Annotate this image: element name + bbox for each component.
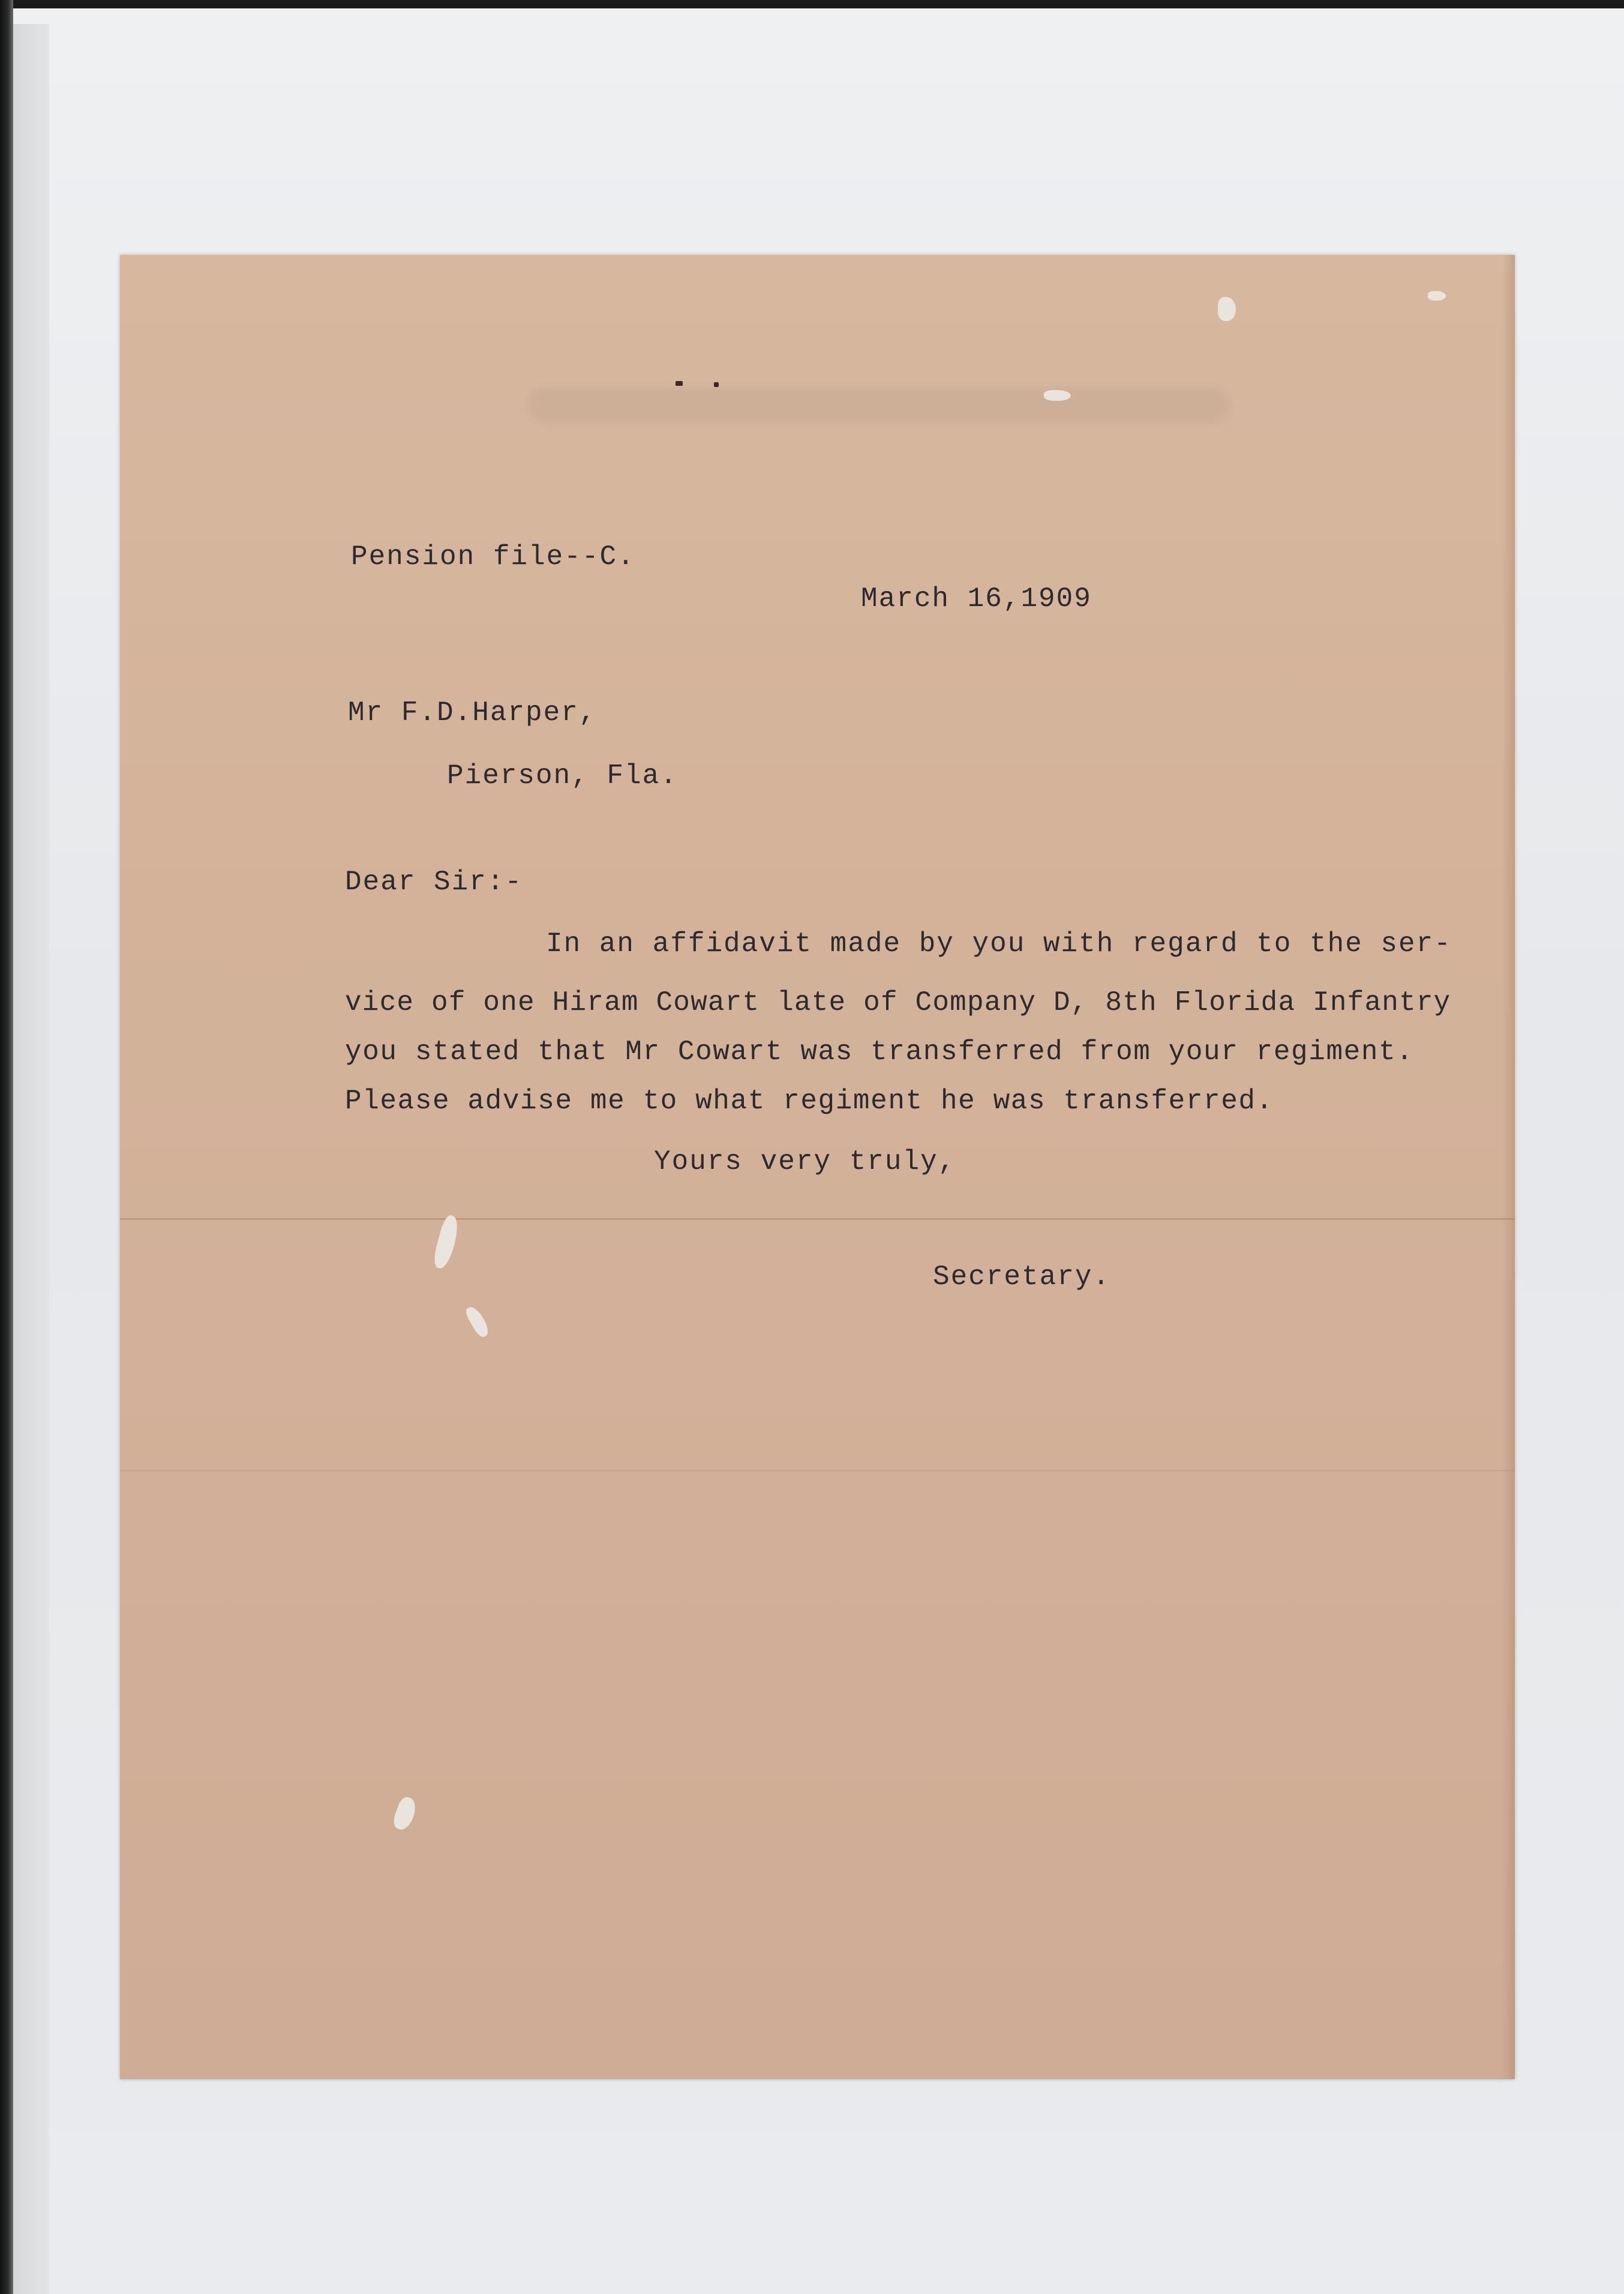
scanner-top-edge: [0, 0, 1624, 8]
recipient-name: Mr F.D.Harper,: [348, 697, 597, 728]
paper-damage-spot: [464, 1304, 492, 1339]
body-line-4: Please advise me to what regiment he was transferred.: [345, 1085, 1274, 1117]
scanner-left-edge: [0, 0, 13, 2294]
fold-line: [120, 1218, 1515, 1220]
scanner-left-margin: [13, 24, 49, 2294]
recipient-place: Pierson, Fla.: [447, 760, 678, 791]
body-line-1: In an affidavit made by you with regard to the ser-: [546, 928, 1452, 959]
paper-edge-shadow: [1502, 255, 1515, 2079]
paper-damage-spot: [431, 1214, 461, 1270]
ink-speck: [714, 382, 719, 387]
ink-speck: [676, 381, 683, 386]
paper-damage-spot: [1044, 390, 1071, 401]
fold-line: [120, 1470, 1515, 1471]
closing: Yours very truly,: [654, 1146, 956, 1177]
paper-damage-spot: [1218, 297, 1236, 321]
paper-stain: [528, 387, 1230, 423]
body-line-3: you stated that Mr Cowart was transferred from your regiment.: [345, 1036, 1414, 1067]
body-line-2: vice of one Hiram Cowart late of Company D, 8th Florida Infantry: [345, 987, 1451, 1018]
letter-date: March 16,1909: [861, 583, 1092, 614]
signature-title: Secretary.: [933, 1261, 1111, 1293]
salutation: Dear Sir:-: [345, 866, 523, 898]
file-reference-text: Pension file--C.: [351, 541, 635, 572]
paper-damage-spot: [391, 1795, 419, 1833]
paper-damage-spot: [1428, 291, 1446, 301]
